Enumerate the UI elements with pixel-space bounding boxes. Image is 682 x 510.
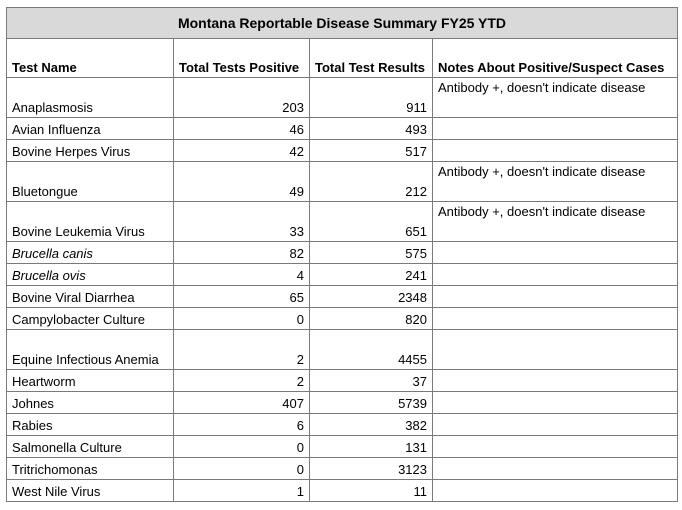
cell-test-name: Anaplasmosis [7,78,174,118]
cell-total-results: 4455 [310,330,433,370]
column-header-total-results: Total Test Results [310,39,433,78]
cell-notes [433,140,678,162]
cell-notes [433,308,678,330]
cell-total-results: 131 [310,436,433,458]
cell-test-name: Brucella canis [7,242,174,264]
cell-test-name: Salmonella Culture [7,436,174,458]
column-header-test-name: Test Name [7,39,174,78]
cell-total-positive: 0 [174,308,310,330]
cell-notes: Antibody +, doesn't indicate disease [433,162,678,202]
cell-total-positive: 65 [174,286,310,308]
cell-total-positive: 42 [174,140,310,162]
disease-summary-sheet [6,7,677,502]
cell-total-results: 2348 [310,286,433,308]
cell-notes [433,480,678,502]
cell-total-results: 212 [310,162,433,202]
cell-total-positive: 0 [174,458,310,480]
table-row [7,370,678,392]
table-row [7,458,678,480]
cell-total-positive: 2 [174,370,310,392]
cell-test-name: Johnes [7,392,174,414]
cell-total-results: 575 [310,242,433,264]
table-row [7,392,678,414]
cell-test-name: Equine Infectious Anemia [7,330,174,370]
cell-test-name: Bovine Leukemia Virus [7,202,174,242]
cell-notes [433,458,678,480]
table-row [7,286,678,308]
cell-notes: Antibody +, doesn't indicate disease [433,78,678,118]
cell-total-positive: 203 [174,78,310,118]
cell-notes [433,414,678,436]
cell-notes [433,264,678,286]
cell-total-positive: 49 [174,162,310,202]
cell-test-name: Bovine Viral Diarrhea [7,286,174,308]
cell-total-positive: 82 [174,242,310,264]
cell-total-results: 3123 [310,458,433,480]
cell-total-positive: 4 [174,264,310,286]
cell-notes [433,118,678,140]
cell-test-name: Heartworm [7,370,174,392]
cell-total-results: 820 [310,308,433,330]
cell-total-results: 5739 [310,392,433,414]
cell-total-results: 651 [310,202,433,242]
table-row [7,436,678,458]
cell-total-results: 11 [310,480,433,502]
table-row [7,480,678,502]
table-row [7,202,678,242]
cell-total-positive: 2 [174,330,310,370]
cell-total-positive: 0 [174,436,310,458]
table-row [7,264,678,286]
table-row [7,330,678,370]
cell-total-results: 382 [310,414,433,436]
cell-total-positive: 407 [174,392,310,414]
cell-notes [433,392,678,414]
cell-notes [433,242,678,264]
cell-total-results: 517 [310,140,433,162]
cell-test-name: Bovine Herpes Virus [7,140,174,162]
table-title: Montana Reportable Disease Summary FY25 YTD [7,8,678,39]
cell-total-results: 37 [310,370,433,392]
cell-notes [433,330,678,370]
cell-notes [433,370,678,392]
table-row [7,140,678,162]
cell-test-name: Bluetongue [7,162,174,202]
cell-test-name: Campylobacter Culture [7,308,174,330]
cell-test-name: Brucella ovis [7,264,174,286]
table-row [7,162,678,202]
cell-notes [433,436,678,458]
cell-test-name: Avian Influenza [7,118,174,140]
column-header-notes: Notes About Positive/Suspect Cases [433,39,678,78]
cell-test-name: Tritrichomonas [7,458,174,480]
table-row [7,78,678,118]
cell-test-name: West Nile Virus [7,480,174,502]
cell-total-results: 241 [310,264,433,286]
cell-test-name: Rabies [7,414,174,436]
cell-notes [433,286,678,308]
table-row [7,242,678,264]
table-row [7,118,678,140]
table-row [7,308,678,330]
disease-summary-table [6,7,678,502]
cell-total-results: 493 [310,118,433,140]
cell-total-positive: 1 [174,480,310,502]
cell-total-positive: 33 [174,202,310,242]
table-row [7,414,678,436]
cell-total-positive: 46 [174,118,310,140]
cell-total-results: 911 [310,78,433,118]
cell-total-positive: 6 [174,414,310,436]
table-body [7,78,678,502]
column-header-total-positive: Total Tests Positive [174,39,310,78]
cell-notes: Antibody +, doesn't indicate disease [433,202,678,242]
